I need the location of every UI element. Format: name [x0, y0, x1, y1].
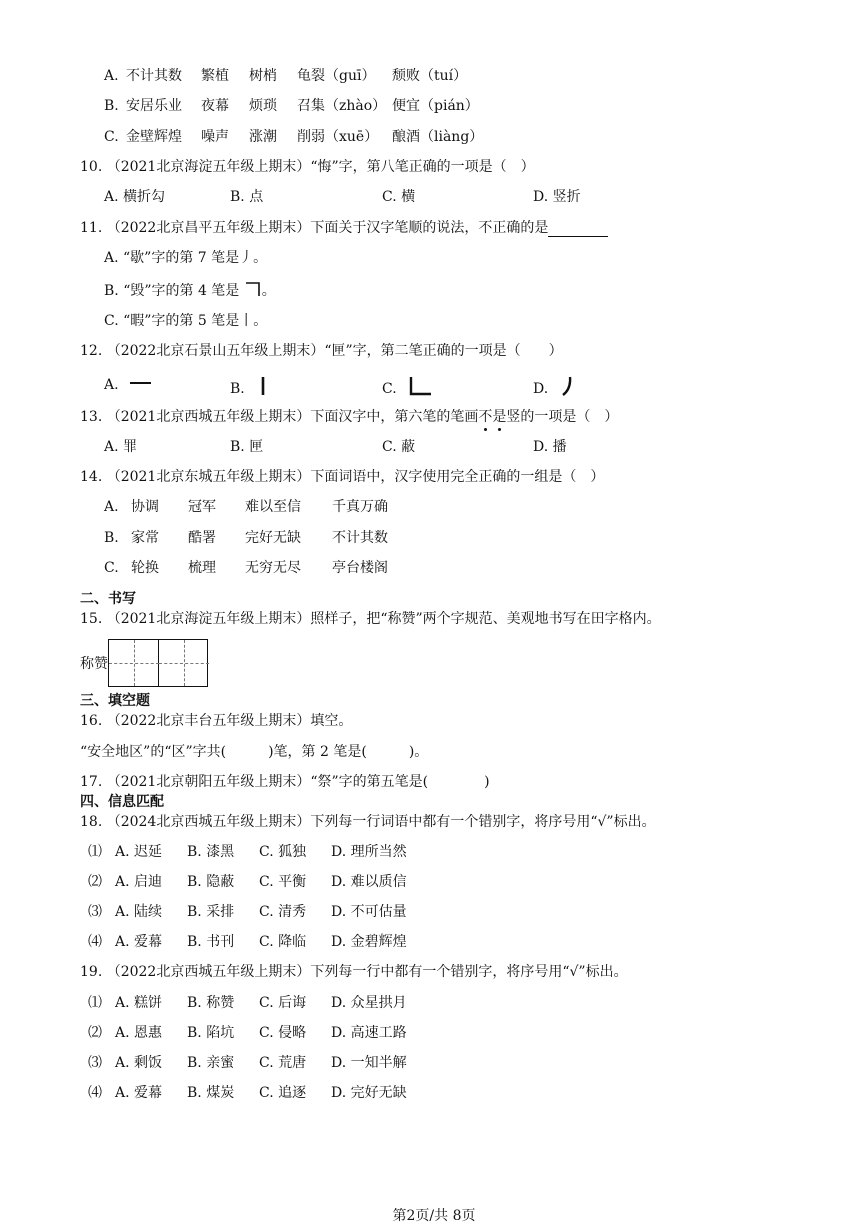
- q11-stem: 11. （2022北京昌平五年级上期末）下面关于汉字笔顺的说法，不正确的是: [80, 219, 608, 237]
- q19-row: ⑴ A. 糕饼 B. 称赞 C. 后诲 D. 众星拱月: [88, 995, 407, 1011]
- q14-option-c: C. 轮换 梳理 无穷无尽 亭台楼阁: [104, 560, 388, 576]
- q12-option-c: C.: [382, 375, 433, 398]
- q10-option-c: C. 横: [382, 189, 416, 205]
- q15-stem: 15. （2021北京海淀五年级上期末）照样子，把“称赞”两个字规范、美观地书写在田字格内。: [80, 611, 661, 627]
- q13-stem: 13. （2021北京西城五年级上期末）下面汉字中，第六笔的笔画不是竖的一项是（ ）: [80, 409, 619, 425]
- answer-blank[interactable]: [548, 222, 608, 237]
- q9-option-a: A. 不计其数 繁植 树梢 龟裂（guī） 颓败（tuí）: [104, 68, 468, 84]
- q9-option-c: C. 金壁辉煌 噪声 涨潮 削弱（xuē） 酿酒（liàng）: [104, 129, 484, 145]
- q12-option-b: B.: [230, 375, 271, 398]
- q14-stem: 14. （2021北京东城五年级上期末）下面词语中，汉字使用完全正确的一组是（ ）: [80, 469, 605, 485]
- q12-option-d: D.: [533, 375, 575, 398]
- q10-option-b: B. 点: [230, 189, 264, 205]
- tianzige-cell[interactable]: [109, 640, 159, 686]
- q9-option-b: B. 安居乐业 夜幕 烦琐 召集（zhào） 便宜（pián）: [104, 98, 479, 114]
- q19-row: ⑷ A. 爱幕 B. 煤炭 C. 追逐 D. 完好无缺: [88, 1085, 407, 1101]
- q14-option-b: B. 家常 酷署 完好无缺 不计其数: [104, 530, 388, 546]
- q18-row: ⑶ A. 陆续 B. 采排 C. 清秀 D. 不可估量: [88, 904, 407, 920]
- section-heading-writing: 二、书写: [80, 591, 136, 607]
- page-footer: 第2页/共 8页: [392, 1208, 476, 1224]
- q18-stem: 18. （2024北京西城五年级上期末）下列每一行词语中都有一个错别字，将序号用“√”标出。: [80, 814, 656, 830]
- q12-stem: 12. （2022北京石景山五年级上期末）“匣”字，第二笔正确的一项是（ ）: [80, 343, 563, 359]
- q13-option-b: B. 匣: [230, 439, 264, 455]
- q13-option-c: C. 蔽: [382, 439, 416, 455]
- tianzige-grid[interactable]: [108, 639, 208, 687]
- q11-option-a: A. “歇”字的第 7 笔是丿。: [104, 250, 268, 266]
- q15-example-word: 称赞: [80, 656, 108, 672]
- q18-row: ⑷ A. 爱幕 B. 书刊 C. 降临 D. 金碧辉煌: [88, 934, 407, 950]
- tianzige-cell[interactable]: [159, 640, 209, 686]
- q18-row: ⑵ A. 启迪 B. 隐蔽 C. 平衡 D. 难以质信: [88, 874, 407, 890]
- q16-stem: 16. （2022北京丰台五年级上期末）填空。: [80, 713, 353, 729]
- section-heading-fill: 三、填空题: [80, 693, 150, 709]
- section-heading-matching: 四、信息匹配: [80, 794, 164, 810]
- q16-fill-line[interactable]: “安全地区”的“区”字共( )笔，第 2 笔是( )。: [80, 744, 429, 760]
- q18-row: ⑴ A. 迟延 B. 漆黑 C. 狐独 D. 理所当然: [88, 844, 407, 860]
- q17-stem[interactable]: 17. （2021北京朝阳五年级上期末）“祭”字的第五笔是( ): [80, 774, 490, 790]
- q10-option-d: D. 竖折: [533, 189, 581, 205]
- q11-option-b: B. “毁”字的第 4 笔是 。: [104, 280, 276, 300]
- q19-row: ⑵ A. 恩惠 B. 陷坑 C. 侵略 D. 高速工路: [88, 1025, 407, 1041]
- q19-stem: 19. （2022北京西城五年级上期末）下列每一行中都有一个错别字，将序号用“√”标出。: [80, 964, 628, 980]
- q10-option-a: A. 横折勾: [104, 189, 166, 205]
- stroke-heng-icon: [129, 375, 153, 391]
- q11-option-c: C. “暇”字的第 5 笔是丨。: [104, 313, 268, 329]
- q19-row: ⑶ A. 剩饭 B. 亲蜜 C. 荒唐 D. 一知半解: [88, 1055, 407, 1071]
- stroke-shu-icon: [255, 375, 271, 397]
- q13-option-a: A. 罪: [104, 439, 138, 455]
- stroke-shugou-icon: [559, 375, 575, 397]
- stroke-hengzhe-icon: [244, 280, 262, 298]
- q14-option-a: A. 协调 冠军 难以至信 千真万确: [104, 499, 388, 515]
- q10-stem: 10. （2021北京海淀五年级上期末）“悔”字，第八笔正确的一项是（ ）: [80, 159, 535, 175]
- q13-option-d: D. 播: [533, 439, 567, 455]
- q12-option-a: A.: [104, 375, 153, 394]
- stroke-shuzhe-icon: [407, 375, 433, 397]
